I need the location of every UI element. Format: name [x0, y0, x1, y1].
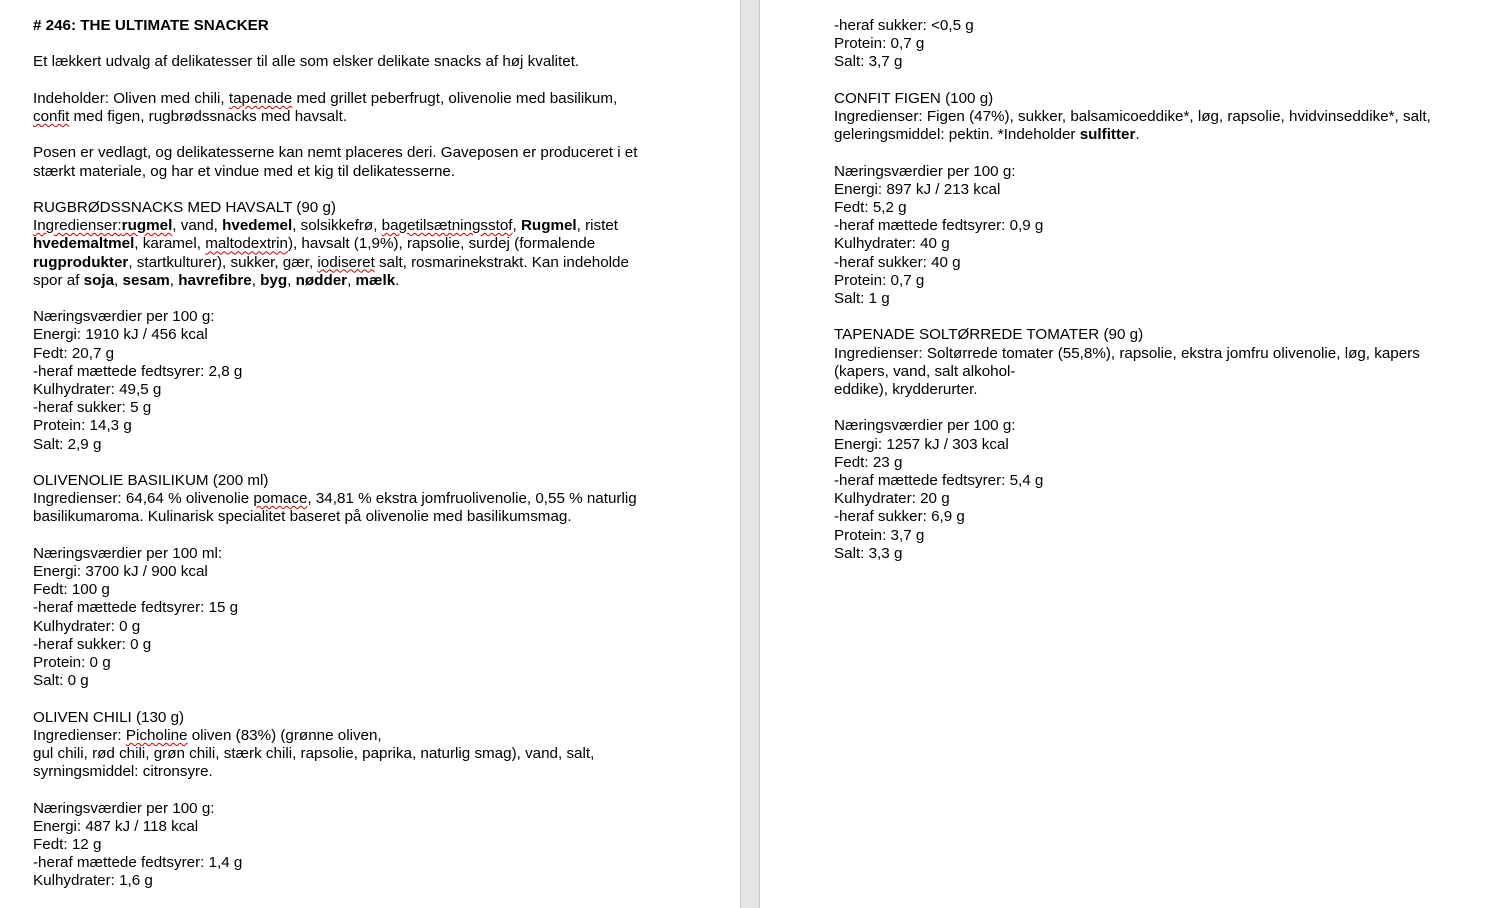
ingredients-line: [33, 254, 713, 272]
nutrition-line: Fedt: 5,2 g: [834, 199, 907, 216]
nutrition-line: Salt: 0 g: [33, 672, 89, 690]
ingredients-line: gul chili, rød chili, grøn chili, stærk chili, rapsolie, paprika, naturlig smag), vand, salt,: [33, 745, 595, 762]
nutrition-line: Protein: 0 g: [33, 654, 111, 671]
text-run: , ristet: [576, 217, 619, 235]
blank-line: [33, 35, 713, 53]
allergen-word: hvedemaltmel: [33, 235, 135, 253]
blank-line: [33, 72, 713, 90]
blank-line: [834, 144, 1484, 162]
nutrition-line: Næringsværdier per 100 ml:: [33, 544, 223, 562]
ingredients-line: [33, 727, 713, 745]
document-page-left[interactable]: [0, 0, 740, 908]
bag-paragraph-line2: stærkt materiale, og har et vindue med et kig til delikatesserne.: [33, 162, 456, 180]
blank-line: [834, 308, 1484, 326]
section-heading-oliven-chili: OLIVEN CHILI (130 g): [33, 708, 185, 726]
nutrition-line: -heraf mættede fedtsyrer: 15 g: [33, 599, 239, 617]
page-gutter: [740, 0, 760, 908]
nutrition-line: Næringsværdier per 100 g:: [33, 308, 215, 326]
allergen-word: sesam: [122, 271, 170, 289]
allergen-word: havrefibre: [178, 271, 252, 289]
nutrition-line: Protein: 0,7 g: [834, 35, 925, 53]
nutrition-line: Næringsværdier per 100 g:: [834, 417, 1016, 435]
text-run: med grillet peberfrugt, olivenolie med basilikum,: [292, 89, 618, 107]
text-run: salt, rosmarinekstrakt. Kan indeholde: [374, 253, 629, 271]
ingredients-line: syrningsmiddel: citronsyre.: [33, 763, 213, 781]
document-page-right[interactable]: [760, 0, 1500, 908]
nutrition-line: Salt: 1 g: [834, 290, 890, 308]
text-run: ,: [169, 271, 179, 289]
ingredients-line: eddike), krydderurter.: [834, 381, 978, 399]
nutrition-line: -heraf sukker: 6,9 g: [834, 508, 965, 526]
ingredients-line: (kapers, vand, salt alkohol-: [834, 362, 1016, 380]
spellcheck-word[interactable]: Picholine: [125, 726, 188, 744]
allergen-word: rugprodukter: [33, 253, 129, 271]
document-title: # 246: THE ULTIMATE SNACKER: [33, 17, 269, 34]
section-heading-rugbroed: RUGBRØDSSNACKS MED HAVSALT (90 g): [33, 198, 336, 216]
text-run: , startkulturer), sukker, gær,: [128, 253, 318, 271]
nutrition-line: Næringsværdier per 100 g:: [33, 799, 215, 817]
allergen-word: byg: [260, 271, 288, 289]
nutrition-line: -heraf sukker: 0 g: [33, 635, 152, 653]
blank-line: [33, 454, 713, 472]
spellcheck-word[interactable]: confit: [33, 107, 70, 125]
nutrition-line: Fedt: 100 g: [33, 581, 110, 599]
ingredients-line: basilikumaroma. Kulinarisk specialitet baseret på olivenolie med basilikumsmag.: [33, 508, 572, 526]
blank-line: [834, 399, 1484, 417]
nutrition-line: Protein: 14,3 g: [33, 417, 132, 435]
spellcheck-word[interactable]: tapenade: [228, 89, 293, 107]
ingredients-line: [834, 126, 1484, 144]
nutrition-line: Energi: 487 kJ / 118 kcal: [33, 817, 199, 835]
nutrition-line: Næringsværdier per 100 g:: [834, 162, 1016, 180]
allergen-word: mælk: [355, 271, 396, 289]
text-run: Ingredienser:: [33, 726, 126, 744]
text-run: .: [395, 271, 400, 289]
text-run: , karamel,: [134, 235, 206, 253]
contents-paragraph-line2: [33, 108, 713, 126]
text-run: oliven (83%) (grønne oliven,: [187, 726, 382, 744]
allergen-word: soja: [83, 271, 115, 289]
ingredients-line: [33, 272, 713, 290]
allergen-word: hvedemel: [222, 217, 293, 235]
nutrition-line: Energi: 3700 kJ / 900 kcal: [33, 562, 208, 580]
text-run: Indeholder: Oliven med chili,: [33, 89, 229, 107]
allergen-word[interactable]: rugmel: [121, 217, 173, 235]
text-run: , 34,81 % ekstra jomfruolivenolie, 0,55 % naturlig: [307, 490, 637, 508]
nutrition-line: -heraf sukker: 40 g: [834, 253, 961, 271]
ingredients-line: Ingredienser: Figen (47%), sukker, balsamicoeddike*, løg, rapsolie, hvidvinseddike*, salt,: [834, 108, 1431, 125]
text-run: Ingredienser: 64,64 % olivenolie: [33, 490, 254, 508]
nutrition-line: Kulhydrater: 0 g: [33, 617, 141, 635]
text-run: , vand,: [172, 217, 223, 235]
nutrition-line: Energi: 897 kJ / 213 kcal: [834, 180, 1001, 198]
section-heading-confit-figen: CONFIT FIGEN (100 g): [834, 89, 994, 107]
spellcheck-word[interactable]: Ingredienser:: [33, 217, 122, 235]
nutrition-line: Kulhydrater: 1,6 g: [33, 872, 153, 890]
ingredients-line: [33, 490, 713, 508]
allergen-word: sulfitter: [1079, 126, 1136, 144]
spellcheck-word[interactable]: pomace: [253, 490, 308, 508]
text-run: geleringsmiddel: pektin. *Indeholder: [834, 126, 1080, 144]
text-run: .: [1135, 126, 1140, 144]
nutrition-line: -heraf sukker: 5 g: [33, 399, 152, 417]
ingredients-line: [33, 235, 713, 253]
nutrition-line: -heraf sukker: <0,5 g: [834, 17, 974, 34]
nutrition-line: Energi: 1910 kJ / 456 kcal: [33, 326, 208, 344]
nutrition-line: Salt: 3,7 g: [834, 53, 903, 71]
nutrition-line: -heraf mættede fedtsyrer: 5,4 g: [834, 472, 1044, 490]
spellcheck-word[interactable]: bagetilsætningsstof: [381, 217, 513, 235]
nutrition-line: Kulhydrater: 20 g: [834, 490, 950, 508]
text-run: ), havsalt (1,9%), rapsolie, surdej (formalende: [287, 235, 596, 253]
nutrition-line: -heraf mættede fedtsyrer: 0,9 g: [834, 217, 1044, 235]
blank-line: [834, 72, 1484, 90]
nutrition-line: Fedt: 20,7 g: [33, 344, 115, 362]
blank-line: [33, 781, 713, 799]
nutrition-line: -heraf mættede fedtsyrer: 1,4 g: [33, 854, 243, 872]
text-run: ,: [512, 217, 521, 235]
intro-paragraph: Et lækkert udvalg af delikatesser til alle som elsker delikate snacks af høj kvalitet.: [33, 53, 580, 71]
text-column-left: [33, 17, 713, 891]
nutrition-line: Protein: 0,7 g: [834, 271, 925, 289]
blank-line: [33, 290, 713, 308]
spellcheck-word[interactable]: maltodextrin: [205, 235, 288, 253]
text-run: , solsikkefrø,: [292, 217, 382, 235]
text-run: ,: [114, 271, 123, 289]
blank-line: [33, 126, 713, 144]
bag-paragraph-line1: Posen er vedlagt, og delikatesserne kan nemt placeres deri. Gaveposen er produceret i et: [33, 144, 638, 162]
text-run: med figen, rugbrødssnacks med havsalt.: [69, 107, 348, 125]
allergen-word: nødder: [295, 271, 348, 289]
text-run: ,: [251, 271, 261, 289]
nutrition-line: Fedt: 23 g: [834, 453, 903, 471]
section-heading-tapenade: TAPENADE SOLTØRREDE TOMATER (90 g): [834, 326, 1144, 344]
ingredients-line: Ingredienser: Soltørrede tomater (55,8%), rapsolie, ekstra jomfru olivenolie, løg, kapers: [834, 344, 1420, 362]
nutrition-line: Salt: 3,3 g: [834, 544, 903, 562]
blank-line: [33, 181, 713, 199]
nutrition-line: Kulhydrater: 40 g: [834, 235, 950, 253]
contents-paragraph: [33, 90, 713, 108]
blank-line: [33, 690, 713, 708]
nutrition-line: Salt: 2,9 g: [33, 435, 102, 453]
section-heading-olivenolie: OLIVENOLIE BASILIKUM (200 ml): [33, 471, 269, 489]
nutrition-line: Fedt: 12 g: [33, 836, 102, 853]
nutrition-line: Kulhydrater: 49,5 g: [33, 380, 162, 398]
text-column-right: [834, 17, 1484, 563]
text-run: ,: [347, 271, 356, 289]
spellcheck-word[interactable]: iodiseret: [317, 253, 375, 271]
blank-line: [33, 527, 713, 545]
text-run: spor af: [33, 271, 84, 289]
nutrition-line: -heraf mættede fedtsyrer: 2,8 g: [33, 362, 243, 380]
ingredients-line: [33, 217, 713, 235]
text-run: ,: [287, 271, 296, 289]
nutrition-line: Energi: 1257 kJ / 303 kcal: [834, 435, 1009, 453]
allergen-word: Rugmel: [520, 217, 577, 235]
nutrition-line: Protein: 3,7 g: [834, 526, 925, 544]
